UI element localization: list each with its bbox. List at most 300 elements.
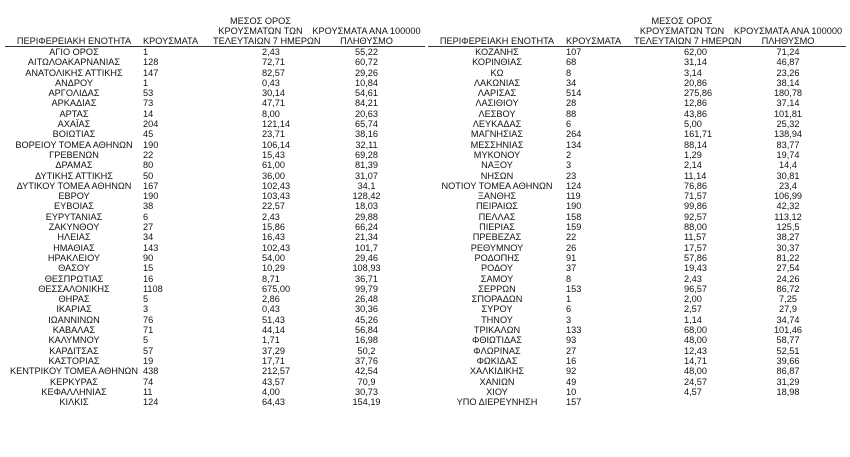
- table-row: [5, 335, 425, 345]
- table-row: [5, 129, 425, 139]
- cases-cell: 16: [143, 273, 154, 284]
- table-row: [428, 274, 846, 284]
- table-body-right: [428, 47, 846, 408]
- cases-cell: 3: [143, 304, 149, 315]
- avg7-cell: 17,71: [262, 355, 285, 366]
- per100k-cell: 84,21: [355, 98, 378, 109]
- region-cell: ΚΕΝΤΡΙΚΟΥ ΤΟΜΕΑ ΑΘΗΝΩΝ: [9, 366, 139, 377]
- table-row: [428, 232, 846, 242]
- per100k-cell: 38,14: [776, 77, 800, 88]
- cases-cell: 119: [566, 191, 581, 202]
- per100k-cell: 99,79: [355, 283, 378, 294]
- per100k-cell: 30,73: [355, 386, 378, 397]
- region-cell: ΜΥΚΟΝΟΥ: [473, 149, 521, 160]
- per100k-cell: 14,4: [779, 160, 797, 171]
- cases-cell: 34: [143, 232, 154, 243]
- avg7-cell: 2,43: [262, 211, 280, 222]
- avg7-cell: 1,14: [684, 314, 702, 325]
- cases-cell: 80: [143, 160, 154, 171]
- per100k-cell: 46,87: [776, 57, 800, 68]
- table-row: [5, 397, 425, 407]
- table-row: [5, 377, 425, 387]
- region-cell: ΚΟΖΑΝΗΣ: [475, 47, 519, 57]
- region-cell: ΚΑΛΥΜΝΟΥ: [48, 335, 100, 346]
- per100k-cell: 19,74: [776, 149, 800, 160]
- avg7-cell: 88,00: [684, 222, 707, 233]
- per100k-cell: 30,36: [355, 304, 378, 315]
- per100k-cell: 7,25: [779, 294, 797, 305]
- avg7-cell: 2,00: [684, 294, 702, 305]
- table-row: [5, 346, 425, 356]
- avg7-cell: 61,00: [262, 160, 285, 171]
- region-cell: ΒΟΡΕΙΟΥ ΤΟΜΕΑ ΑΘΗΝΩΝ: [15, 139, 133, 150]
- per100k-cell: 71,24: [776, 47, 800, 57]
- cases-cell: 5: [143, 335, 149, 346]
- region-cell: ΡΟΔΟΠΗΣ: [474, 252, 520, 263]
- avg7-cell: 30,14: [262, 88, 285, 99]
- table-row: [428, 263, 846, 273]
- per100k-cell: 30,81: [776, 170, 800, 181]
- region-cell: ΕΥΡΥΤΑΝΙΑΣ: [45, 211, 103, 222]
- avg7-cell: 44,14: [262, 325, 285, 336]
- per100k-cell: 45,26: [355, 314, 378, 325]
- table-row: [428, 47, 846, 58]
- table-row: [428, 315, 846, 325]
- table-row: [428, 181, 846, 191]
- region-cell: ΚΙΛΚΙΣ: [59, 397, 89, 408]
- cases-cell: 19: [143, 355, 154, 366]
- per100k-cell: 27,54: [776, 263, 800, 274]
- cases-cell: 133: [566, 325, 582, 336]
- region-cell: ΡΕΘΥΜΝΟΥ: [470, 242, 524, 253]
- avg7-cell: 48,00: [684, 335, 707, 346]
- cases-cell: 190: [143, 139, 159, 150]
- per100k-cell: 21,34: [355, 232, 378, 243]
- per100k-cell: 125,5: [776, 222, 800, 233]
- cases-table-right: [428, 5, 846, 407]
- table-row: [428, 284, 846, 294]
- per100k-cell: 54,61: [355, 88, 378, 99]
- table-row: [428, 88, 846, 98]
- cases-cell: 27: [566, 345, 577, 356]
- avg7-cell: 19,43: [684, 263, 707, 274]
- avg7-cell: 12,43: [684, 345, 707, 356]
- region-cell: ΕΒΡΟΥ: [58, 191, 90, 202]
- per100k-cell: 55,22: [355, 47, 378, 57]
- per100k-cell: 83,77: [776, 139, 800, 150]
- region-cell: ΧΑΝΙΩΝ: [479, 376, 515, 387]
- table-row: [428, 129, 846, 139]
- avg7-cell: 82,57: [262, 67, 285, 78]
- table-row: [5, 57, 425, 67]
- avg7-cell: 2,43: [262, 47, 280, 57]
- avg7-cell: 275,86: [684, 88, 713, 99]
- table-row: [428, 78, 846, 88]
- cases-cell: 153: [566, 283, 582, 294]
- table-row: [5, 150, 425, 160]
- region-cell: ΚΩ: [490, 67, 504, 78]
- avg7-cell: 48,00: [684, 366, 707, 377]
- per100k-cell: 31,29: [776, 376, 800, 387]
- avg7-cell: 102,43: [262, 242, 291, 253]
- table-row: [428, 243, 846, 253]
- per100k-cell: 36,71: [355, 273, 378, 284]
- per100k-cell: 20,63: [355, 108, 378, 119]
- avg7-cell: 0,43: [262, 77, 280, 88]
- table-row: [428, 160, 846, 170]
- avg7-cell: 24,57: [684, 376, 707, 387]
- avg7-cell: 68,00: [684, 325, 707, 336]
- per100k-cell: 154,19: [352, 397, 381, 408]
- per100k-cell: 70,9: [357, 376, 376, 387]
- table-row: [5, 243, 425, 253]
- per100k-cell: 81,22: [776, 252, 800, 263]
- cases-cell: 92: [566, 366, 577, 377]
- avg7-cell: 20,86: [684, 77, 707, 88]
- region-cell: ΜΑΓΝΗΣΙΑΣ: [470, 129, 524, 140]
- table-row: [428, 356, 846, 366]
- table-row: [428, 57, 846, 67]
- table-row: [5, 140, 425, 150]
- avg7-cell: 14,71: [684, 355, 707, 366]
- per100k-cell: 27,9: [779, 304, 797, 315]
- per100k-cell: 106,99: [773, 191, 803, 202]
- avg7-cell: 1,29: [684, 149, 702, 160]
- avg7-cell: 57,86: [684, 252, 707, 263]
- table-row: [428, 191, 846, 201]
- region-cell: ΘΕΣΣΑΛΟΝΙΚΗΣ: [38, 283, 110, 294]
- region-cell: ΝΟΤΙΟΥ ΤΟΜΕΑ ΑΘΗΝΩΝ: [441, 180, 553, 191]
- per100k-cell: 101,81: [773, 108, 803, 119]
- per100k-cell: 32,11: [355, 139, 378, 150]
- per100k-cell: 128,42: [352, 191, 381, 202]
- table-row: [428, 109, 846, 119]
- per100k-cell: 37,76: [355, 355, 378, 366]
- cases-cell: 27: [143, 222, 154, 233]
- per100k-cell: 31,07: [355, 170, 378, 181]
- cases-cell: 124: [566, 180, 582, 191]
- per100k-cell: 52,51: [776, 345, 800, 356]
- region-cell: ΡΟΔΟΥ: [480, 263, 513, 274]
- region-cell: ΘΑΣΟΥ: [58, 263, 90, 274]
- table-row: [428, 119, 846, 129]
- cases-cell: 10: [566, 386, 577, 397]
- per100k-cell: 101,7: [355, 242, 378, 253]
- per100k-cell: 113,12: [774, 211, 802, 222]
- table-row: [5, 325, 425, 335]
- cases-cell: 1: [143, 47, 149, 57]
- region-cell: ΑΝΑΤΟΛΙΚΗΣ ΑΤΤΙΚΗΣ: [25, 67, 123, 78]
- cases-cell: 22: [566, 232, 577, 243]
- region-cell: ΛΕΥΚΑΔΑΣ: [472, 119, 522, 130]
- avg7-cell: 43,57: [262, 376, 285, 387]
- per100k-cell: 10,84: [355, 77, 378, 88]
- table-row: [5, 304, 425, 314]
- region-cell: ΠΕΙΡΑΙΩΣ: [476, 201, 518, 212]
- avg7-cell: 8,00: [262, 108, 280, 119]
- avg7-cell: 102,43: [262, 180, 291, 191]
- cases-table-left: [5, 5, 425, 407]
- avg7-cell: 23,71: [262, 129, 285, 140]
- table-row: [428, 387, 846, 397]
- region-cell: ΚΑΒΑΛΑΣ: [52, 325, 96, 336]
- cases-cell: 28: [566, 98, 577, 109]
- per100k-cell: 108,93: [352, 263, 381, 274]
- avg7-cell: 2,57: [684, 304, 702, 315]
- avg7-cell: 675,00: [262, 283, 291, 294]
- avg7-cell: 76,86: [684, 180, 707, 191]
- region-cell: ΒΟΙΩΤΙΑΣ: [52, 129, 96, 140]
- region-cell: ΗΜΑΘΙΑΣ: [53, 242, 95, 253]
- table-row: [428, 397, 846, 407]
- cases-cell: 147: [143, 67, 159, 78]
- per100k-cell: 42,32: [776, 201, 800, 212]
- per100k-cell: 101,46: [773, 325, 803, 336]
- table-row: [428, 325, 846, 335]
- cases-cell: 73: [143, 98, 154, 109]
- region-cell: ΑΝΔΡΟΥ: [54, 77, 93, 88]
- header-row: [5, 5, 425, 47]
- avg7-cell: 36,00: [262, 170, 285, 181]
- region-cell: ΙΚΑΡΙΑΣ: [56, 304, 92, 315]
- table-row: [5, 160, 425, 170]
- region-cell: ΝΗΣΩΝ: [480, 170, 514, 181]
- avg7-cell: 11,57: [684, 232, 707, 243]
- cases-cell: 124: [143, 397, 159, 408]
- cases-cell: 90: [143, 252, 154, 263]
- region-cell: ΘΕΣΠΡΩΤΙΑΣ: [44, 273, 104, 284]
- header-per100k: ΚΡΟΥΣΜΑΤΑ ΑΝΑ 100000 ΠΛΗΘΥΣΜΟ: [308, 5, 425, 47]
- cases-cell: 143: [143, 242, 159, 253]
- header-region: ΠΕΡΙΦΕΡΕΙΑΚΗ ΕΝΟΤΗΤΑ: [428, 5, 566, 47]
- region-cell: ΤΡΙΚΑΛΩΝ: [473, 325, 521, 336]
- avg7-cell: 11,14: [684, 170, 707, 181]
- region-cell: ΑΡΚΑΔΙΑΣ: [51, 98, 97, 109]
- avg7-cell: 0,43: [262, 304, 280, 315]
- per100k-cell: 29,46: [355, 252, 378, 263]
- per100k-cell: 81,39: [355, 160, 378, 171]
- table-row: [428, 212, 846, 222]
- header-per100k: ΚΡΟΥΣΜΑΤΑ ΑΝΑ 100000 ΠΛΗΘΥΣΜΟ: [730, 5, 846, 47]
- cases-cell: 134: [566, 139, 582, 150]
- table-row: [5, 201, 425, 211]
- cases-cell: 74: [143, 376, 154, 387]
- avg7-cell: 92,57: [684, 211, 707, 222]
- avg7-cell: 31,14: [684, 57, 707, 68]
- per100k-cell: 39,66: [776, 355, 800, 366]
- avg7-cell: 96,57: [684, 283, 707, 294]
- table-row: [428, 366, 846, 376]
- table-row: [5, 222, 425, 232]
- per100k-cell: 138,94: [773, 129, 803, 140]
- avg7-cell: 2,43: [684, 273, 702, 284]
- table-row: [5, 284, 425, 294]
- table-row: [428, 201, 846, 211]
- cases-cell: 128: [143, 57, 159, 68]
- region-cell: ΓΡΕΒΕΝΩΝ: [49, 149, 99, 160]
- header-avg7: ΜΕΣΟΣ ΟΡΟΣ ΚΡΟΥΣΜΑΤΩΝ ΤΩΝ ΤΕΛΕΥΤΑΙΩΝ 7 ΗΜΕΡΩΝ: [213, 5, 308, 47]
- table-row: [428, 377, 846, 387]
- region-cell: ΜΕΣΣΗΝΙΑΣ: [470, 139, 524, 150]
- avg7-cell: 22,57: [262, 201, 285, 212]
- table-row: [5, 109, 425, 119]
- table-row: [428, 253, 846, 263]
- cases-cell: 88: [566, 108, 577, 119]
- avg7-cell: 1,71: [262, 335, 280, 346]
- per100k-cell: 18,98: [776, 386, 800, 397]
- table-row: [428, 335, 846, 345]
- per100k-cell: 34,74: [776, 314, 800, 325]
- table-row: [428, 304, 846, 314]
- region-cell: ΛΑΡΙΣΑΣ: [477, 88, 517, 99]
- cases-cell: 438: [143, 366, 159, 377]
- table-row: [5, 119, 425, 129]
- avg7-cell: 71,57: [684, 191, 707, 202]
- avg7-cell: 4,57: [684, 386, 702, 397]
- per100k-cell: 16,98: [355, 335, 378, 346]
- cases-cell: 190: [566, 201, 582, 212]
- region-cell: ΚΕΡΚΥΡΑΣ: [50, 376, 98, 387]
- cases-cell: 8: [566, 273, 572, 284]
- region-cell: ΖΑΚΥΝΘΟΥ: [48, 222, 100, 233]
- avg7-cell: 64,43: [262, 397, 285, 408]
- per100k-cell: 24,26: [776, 273, 800, 284]
- region-cell: ΔΥΤΙΚΟΥ ΤΟΜΕΑ ΑΘΗΝΩΝ: [16, 180, 132, 191]
- avg7-cell: 2,14: [684, 160, 702, 171]
- avg7-cell: 99,86: [684, 201, 707, 212]
- per100k-cell: 26,48: [355, 294, 378, 305]
- cases-cell: 514: [566, 88, 582, 99]
- header-row: [428, 5, 846, 47]
- cases-cell: 49: [566, 376, 577, 387]
- cases-cell: 5: [143, 294, 149, 305]
- cases-cell: 190: [143, 191, 159, 202]
- region-cell: ΗΛΕΙΑΣ: [57, 232, 91, 243]
- per100k-cell: 60,72: [355, 57, 378, 68]
- per100k-cell: 23,4: [779, 180, 797, 191]
- avg7-cell: 54,00: [262, 252, 285, 263]
- table-row: [428, 68, 846, 78]
- per100k-cell: 56,84: [355, 325, 378, 336]
- table-row: [428, 98, 846, 108]
- table-row: [5, 181, 425, 191]
- cases-cell: 107: [566, 47, 582, 57]
- per100k-cell: 180,78: [773, 88, 803, 99]
- table-row: [428, 346, 846, 356]
- cases-cell: 76: [143, 314, 154, 325]
- region-cell: ΞΑΝΘΗΣ: [477, 191, 517, 202]
- region-cell: ΠΡΕΒΕΖΑΣ: [472, 232, 522, 243]
- cases-cell: 16: [566, 355, 577, 366]
- region-cell: ΤΗΝΟΥ: [481, 314, 513, 325]
- avg7-cell: 121,14: [262, 119, 291, 130]
- cases-cell: 37: [566, 263, 577, 274]
- avg7-cell: 47,71: [262, 98, 285, 109]
- avg7-cell: 106,14: [262, 139, 291, 150]
- avg7-cell: 37,29: [262, 345, 285, 356]
- per100k-cell: 65,74: [355, 119, 378, 130]
- header-cases: ΚΡΟΥΣΜΑΤΑ: [566, 5, 634, 47]
- per100k-cell: 38,27: [776, 232, 800, 243]
- table-row: [428, 140, 846, 150]
- region-cell: ΝΑΞΟΥ: [481, 160, 513, 171]
- region-cell: ΛΕΣΒΟΥ: [478, 108, 516, 119]
- cases-cell: 93: [566, 335, 577, 346]
- region-cell: ΧΑΛΚΙΔΙΚΗΣ: [469, 366, 525, 377]
- cases-cell: 1: [143, 77, 149, 88]
- cases-cell: 158: [566, 211, 582, 222]
- per100k-cell: 86,87: [776, 366, 800, 377]
- cases-cell: 159: [566, 222, 582, 233]
- cases-cell: 1108: [143, 283, 163, 294]
- table-row: [5, 171, 425, 181]
- cases-cell: 3: [566, 160, 572, 171]
- table-row: [5, 78, 425, 88]
- avg7-cell: 51,43: [262, 314, 285, 325]
- avg7-cell: 161,71: [684, 129, 713, 140]
- avg7-cell: 16,43: [262, 232, 285, 243]
- avg7-cell: 72,71: [262, 57, 285, 68]
- region-cell: ΧΙΟΥ: [486, 386, 508, 397]
- region-cell: ΣΑΜΟΥ: [480, 273, 514, 284]
- cases-cell: 1: [566, 294, 572, 305]
- region-cell: ΚΟΡΙΝΘΙΑΣ: [472, 57, 522, 68]
- cases-cell: 11: [143, 386, 153, 397]
- avg7-cell: 8,71: [262, 273, 280, 284]
- region-cell: ΑΙΤΩΛΟΑΚΑΡΝΑΝΙΑΣ: [27, 57, 121, 68]
- region-cell: ΚΕΦΑΛΛΗΝΙΑΣ: [41, 386, 107, 397]
- per100k-cell: 30,37: [776, 242, 800, 253]
- table-row: [428, 171, 846, 181]
- per100k-cell: 29,26: [355, 67, 378, 78]
- region-cell: ΣΕΡΡΩΝ: [478, 283, 516, 294]
- cases-cell: 204: [143, 119, 159, 130]
- region-cell: ΠΙΕΡΙΑΣ: [479, 222, 515, 233]
- region-cell: ΥΠΟ ΔΙΕΡΕΥΝΗΣΗ: [456, 397, 538, 408]
- cases-cell: 14: [143, 108, 154, 119]
- avg7-cell: 212,57: [262, 366, 291, 377]
- region-cell: ΑΡΤΑΣ: [59, 108, 89, 119]
- cases-cell: 157: [566, 397, 582, 408]
- avg7-cell: 62,00: [684, 47, 707, 57]
- cases-cell: 264: [566, 129, 582, 140]
- avg7-cell: 17,57: [684, 242, 707, 253]
- cases-cell: 23: [566, 170, 577, 181]
- avg7-cell: 3,14: [684, 67, 702, 78]
- per100k-cell: 66,24: [355, 222, 378, 233]
- table-row: [5, 263, 425, 273]
- table-row: [5, 294, 425, 304]
- table-row: [5, 315, 425, 325]
- region-cell: ΚΑΡΔΙΤΣΑΣ: [49, 345, 99, 356]
- table-row: [428, 150, 846, 160]
- per100k-cell: 58,77: [776, 335, 800, 346]
- region-cell: ΦΩΚΙΔΑΣ: [476, 355, 518, 366]
- avg7-cell: 5,00: [684, 119, 702, 130]
- cases-cell: 6: [566, 119, 572, 130]
- per100k-cell: 18,03: [355, 201, 378, 212]
- table-row: [5, 98, 425, 108]
- region-cell: ΗΡΑΚΛΕΙΟΥ: [47, 252, 101, 263]
- avg7-cell: 2,86: [262, 294, 280, 305]
- cases-cell: 3: [566, 314, 572, 325]
- table-row: [5, 47, 425, 58]
- region-cell: ΑΓΙΟ ΟΡΟΣ: [49, 47, 99, 57]
- region-cell: ΣΥΡΟΥ: [481, 304, 513, 315]
- cases-cell: 38: [143, 201, 154, 212]
- avg7-cell: 103,43: [262, 191, 291, 202]
- region-cell: ΑΧΑΪΑΣ: [57, 119, 91, 130]
